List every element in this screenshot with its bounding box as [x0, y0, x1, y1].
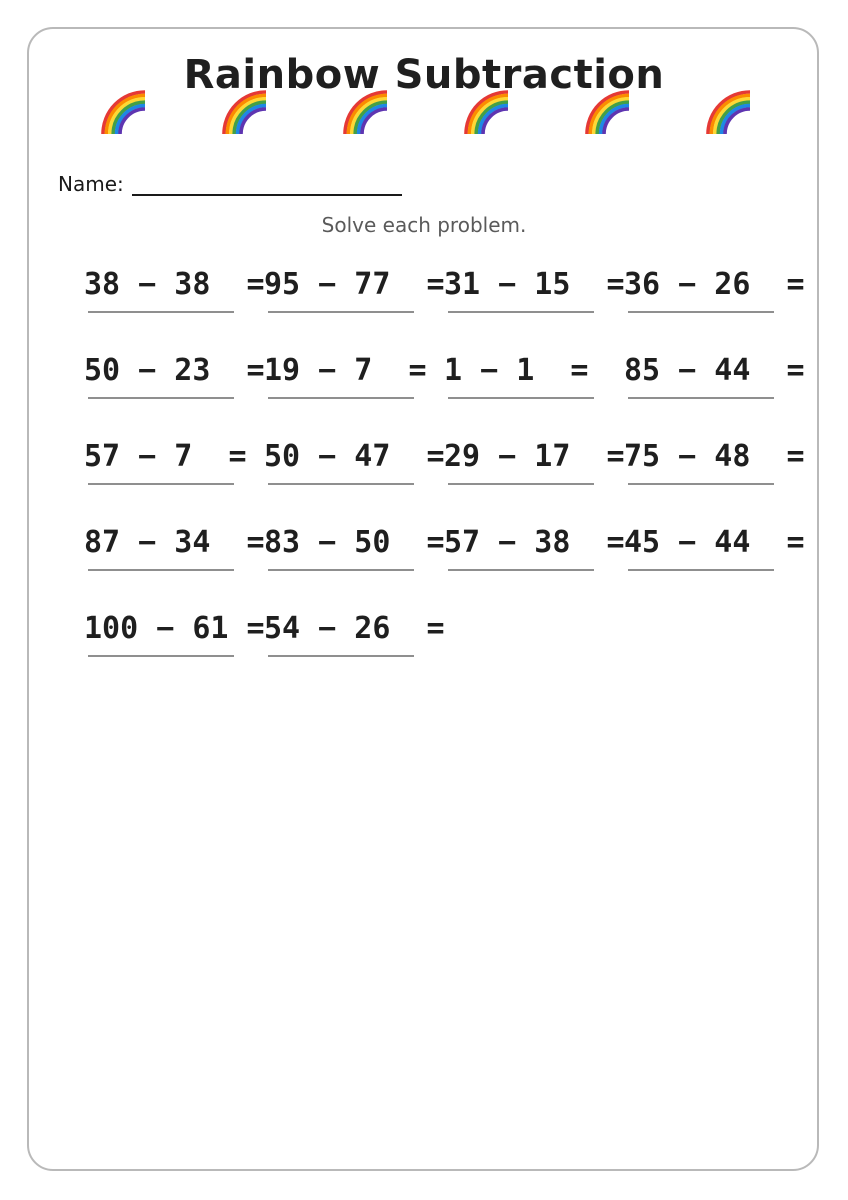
subtraction-problem — [264, 525, 445, 576]
problem-expression: 50 − 23 = — [84, 353, 265, 388]
name-label: Name: — [58, 172, 124, 196]
problem-expression: 29 − 17 = — [444, 439, 625, 474]
name-write-line[interactable] — [132, 172, 402, 196]
answer-line[interactable] — [448, 569, 594, 571]
subtraction-problem — [264, 611, 445, 662]
answer-line[interactable] — [268, 569, 414, 571]
answer-line[interactable] — [268, 655, 414, 657]
problem-expression: 100 − 61 = — [84, 611, 265, 646]
answer-line[interactable] — [88, 397, 234, 399]
worksheet-frame — [27, 27, 819, 1171]
subtraction-problem — [84, 525, 265, 576]
subtraction-problem — [444, 267, 625, 318]
problem-expression: 75 − 48 = — [624, 439, 805, 474]
problem-expression: 57 − 38 = — [444, 525, 625, 560]
rainbow-icon — [585, 90, 631, 134]
problem-expression: 57 − 7 = — [84, 439, 247, 474]
rainbow-icon — [343, 90, 389, 134]
subtraction-problem — [444, 525, 625, 576]
answer-line[interactable] — [268, 483, 414, 485]
rainbow-icon — [101, 90, 147, 134]
answer-line[interactable] — [88, 483, 234, 485]
instructions-text: Solve each problem. — [321, 213, 527, 237]
answer-line[interactable] — [88, 569, 234, 571]
problem-expression: 95 − 77 = — [264, 267, 445, 302]
subtraction-problem — [264, 439, 445, 490]
answer-line[interactable] — [628, 569, 774, 571]
problem-expression: 36 − 26 = — [624, 267, 805, 302]
problem-expression: 87 − 34 = — [84, 525, 265, 560]
subtraction-problem — [444, 354, 604, 404]
subtraction-problem — [624, 267, 805, 318]
name-field — [58, 172, 402, 196]
subtraction-problem — [624, 525, 805, 576]
answer-line[interactable] — [628, 397, 774, 399]
subtraction-problem — [84, 267, 265, 318]
subtraction-problem — [264, 353, 427, 404]
answer-line[interactable] — [88, 311, 234, 313]
rainbow-icon — [464, 90, 510, 134]
answer-line[interactable] — [268, 397, 414, 399]
worksheet-title: Rainbow Subtraction — [183, 52, 665, 98]
answer-line[interactable] — [628, 483, 774, 485]
problem-expression: 19 − 7 = — [264, 353, 427, 388]
answer-line[interactable] — [268, 311, 414, 313]
problem-expression: 1 − 1 = — [444, 353, 589, 388]
problem-expression: 83 − 50 = — [264, 525, 445, 560]
problem-expression: 45 − 44 = — [624, 525, 805, 560]
subtraction-problem — [624, 353, 805, 404]
answer-line[interactable] — [88, 655, 234, 657]
subtraction-problem — [624, 439, 805, 490]
problem-expression: 85 − 44 = — [624, 353, 805, 388]
answer-line[interactable] — [628, 311, 774, 313]
answer-line[interactable] — [448, 483, 594, 485]
subtraction-problem — [444, 439, 625, 490]
subtraction-problem — [84, 353, 265, 404]
subtraction-problem — [84, 439, 247, 490]
rainbow-icon — [706, 90, 752, 134]
rainbow-icon — [222, 90, 268, 134]
subtraction-problem — [264, 267, 445, 318]
problem-expression: 50 − 47 = — [264, 439, 445, 474]
problem-expression: 38 − 38 = — [84, 267, 265, 302]
problem-expression: 31 − 15 = — [444, 267, 625, 302]
answer-line[interactable] — [448, 397, 594, 399]
answer-line[interactable] — [448, 311, 594, 313]
subtraction-problem — [84, 611, 265, 662]
problem-expression: 54 − 26 = — [264, 611, 445, 646]
